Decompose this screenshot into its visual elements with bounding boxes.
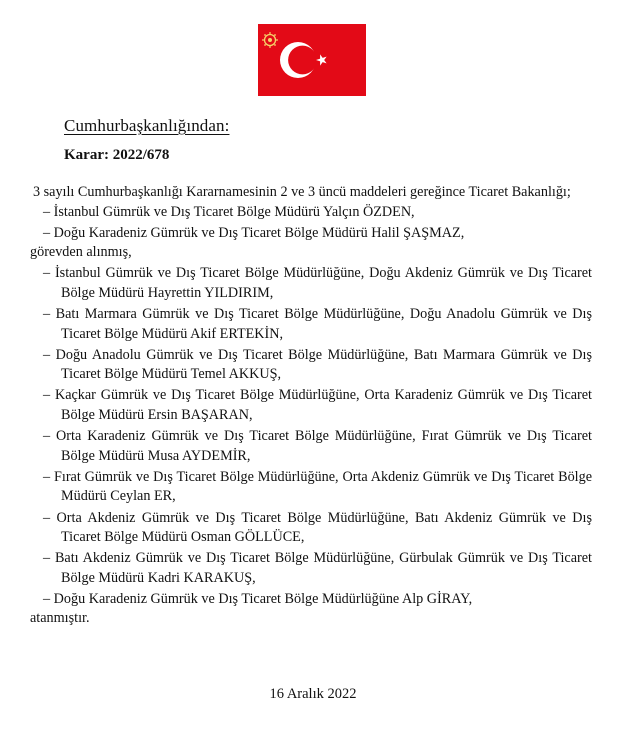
appointed-item: – Batı Marmara Gümrük ve Dış Ticaret Bölge Müdürlüğüne, Doğu Anadolu Gümrük ve Dış Ticaret Bölge Müdürü Akif ERTEKİN, (43, 306, 592, 342)
crescent-inner-icon (288, 46, 317, 75)
removed-item: – Doğu Karadeniz Gümrük ve Dış Ticaret Bölge Müdürü Halil ŞAŞMAZ, (43, 224, 465, 241)
seal-star-icon (274, 34, 276, 36)
issuer-heading: Cumhurbaşkanlığından: (64, 116, 230, 135)
appointed-item: – İstanbul Gümrük ve Dış Ticaret Bölge Müdürlüğüne, Doğu Akdeniz Gümrük ve Dış Ticaret Bölge Müdürü Hayrettin YILDIRIM, (43, 265, 592, 301)
removed-closing: görevden alınmış, (30, 244, 132, 261)
appointed-item: – Orta Akdeniz Gümrük ve Dış Ticaret Bölge Müdürlüğüne, Batı Akdeniz Gümrük ve Dış Ticaret Bölge Müdürü Osman GÖLLÜCE, (43, 509, 592, 546)
decision-date: 16 Aralık 2022 (269, 686, 357, 702)
appointed-item: – Doğu Anadolu Gümrük ve Dış Ticaret Bölge Müdürlüğüne, Batı Marmara Gümrük ve Dış Ticaret Bölge Müdürü Temel AKKUŞ, (43, 346, 592, 383)
removed-item: – İstanbul Gümrük ve Dış Ticaret Bölge Müdürü Yalçın ÖZDEN, (43, 203, 415, 220)
seal-center-icon (268, 38, 272, 42)
intro-paragraph: 3 sayılı Cumhurbaşkanlığı Kararnamesinin 2 ve 3 üncü maddeleri gereğince Ticaret Bakanlığı; (33, 184, 571, 200)
seal-star-icon (264, 34, 266, 36)
appointed-item: – Batı Akdeniz Gümrük ve Dış Ticaret Bölge Müdürlüğüne, Gürbulak Gümrük ve Dış Ticaret Bölge Müdürü Kadri KARAKUŞ, (43, 550, 592, 586)
appointed-closing: atanmıştır. (30, 610, 90, 627)
seal-star-icon (269, 32, 271, 34)
seal-star-icon (264, 44, 266, 46)
seal-star-icon (262, 39, 264, 41)
seal-star-icon (269, 46, 271, 48)
decision-number: Karar: 2022/678 (64, 147, 170, 163)
decision-body (30, 183, 592, 629)
appointed-item: – Doğu Karadeniz Gümrük ve Dış Ticaret Bölge Müdürlüğüne Alp GİRAY, (43, 590, 473, 607)
flag-graphic (258, 24, 366, 96)
presidential-flag-icon (258, 24, 366, 96)
appointed-item: – Fırat Gümrük ve Dış Ticaret Bölge Müdürlüğüne, Orta Akdeniz Gümrük ve Dış Ticaret Bölge Müdürü Ceylan ER, (43, 468, 592, 505)
seal-star-icon (274, 44, 276, 46)
appointed-item: – Kaçkar Gümrük ve Dış Ticaret Bölge Müdürlüğüne, Orta Karadeniz Gümrük ve Dış Ticaret Bölge Müdürü Ersin BAŞARAN, (43, 387, 592, 424)
appointed-item: – Orta Karadeniz Gümrük ve Dış Ticaret Bölge Müdürlüğüne, Fırat Gümrük ve Dış Ticaret Bölge Müdürü Musa AYDEMİR, (43, 428, 592, 464)
seal-star-icon (276, 39, 278, 41)
